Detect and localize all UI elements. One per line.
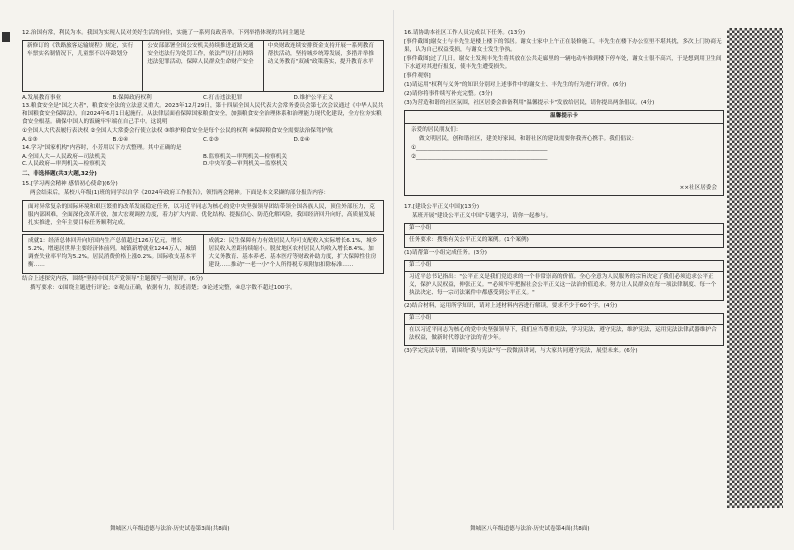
group-3-body: 在以习近平同志为核心的党中央坚强领导下，我们应当尊重宪法，学习宪法，遵守宪法，维护宪法，运用宪法法律武器维护合法权益，做新时代尊法守法的青少年。 (409, 326, 717, 341)
q13-options (22, 137, 384, 145)
q14-stem: 14.学习"国家机构"内容时，小芳用以下方式整理。其中正确的是 (22, 144, 182, 151)
q16-sub-2: (2)请你将事件续写补充完整。(3分) (404, 90, 493, 97)
q17-sub-3: (3)学完宪法专册，请围绕"我与宪法"写一段微演讲词，与大家共同遵守宪法，展望未来。(6分) (404, 347, 638, 354)
q15-stem: 15.[学习两会精神 感悟初心使命](6分) (22, 181, 118, 188)
page-right (404, 30, 724, 357)
group-1-box (404, 223, 724, 248)
option[interactable]: A.发展教育事业 (22, 94, 62, 101)
group-2-body: 习近平总书记指出："公平正义是我们党追求的一个非常崇高的价值。全心全意为人民服务的宗旨决定了我们必须追求公平正义，保护人民权益，伸张正义。""必须牢牢把握社会公平正义这一法治价值追求。努力让人民群众在每一项法律制度、每一个执法决定、每一宗司法案件中都感受到公平正义。" (409, 274, 717, 296)
option[interactable]: B.保障政府权利 (112, 94, 152, 101)
group-3-head: 第三小组 (405, 314, 723, 325)
q16-event-1: [事件截图]谢女士与丰先生是楼上楼下的邻居。谢女士家中上午正在装修施工，丰先生在楼下办公室里不堪其扰，多次上门协商无果，认为自己权益受损，与谢女士发生争执。 (404, 38, 722, 53)
reminder-card (404, 110, 724, 196)
registration-mark (2, 32, 10, 42)
option[interactable]: B.①④ (112, 136, 129, 143)
reminder-card-line-1[interactable]: ①_______________________________________________ (411, 145, 548, 152)
page-left (22, 30, 384, 294)
q12-cell: 新修订的《铁路旅客运输规程》规定，实行车票实名制情况下，儿童票不以年龄划分 (23, 41, 143, 91)
q15-achievements (22, 234, 384, 274)
q15-material: 面对异常复杂的国际环境和艰巨繁重的改革发展稳定任务，以习近平同志为核心的党中央坚强领导团结带领全国各族人民，顶住外部压力，克服内部困难，全面深化改革开放，加大宏观调控力度，着力扩大内需、优化结构、提振信心、防范化解风险，我国经济回升向好，高质量发展扎实推进，全年主要目标任务顺利完成。 (22, 200, 384, 232)
group-2-head: 第二小组 (405, 261, 723, 272)
group-3-box (404, 313, 724, 346)
q16-sub-1: (1)请运用"权利与义务"的知识分别对上述事件中的谢女士、丰先生的行为进行评价。(6分) (404, 81, 627, 88)
reminder-card-title: 温馨提示卡 (405, 111, 723, 124)
reminder-card-greeting: 亲爱的居民朋友们： (411, 127, 462, 134)
option[interactable]: C.打击违法犯罪 (203, 94, 243, 101)
q16-event-3: [事件观察] (404, 72, 431, 79)
q12-table (22, 40, 384, 92)
option[interactable]: C.人民政府—审判机关—检察机关 (22, 161, 106, 168)
q13-items: ①全国人大代表履行表决权 ②全国人大常委会行使立法权 ③维护粮食安全是每个公民的权利 ④保障粮食安全需要法治保驾护航 (22, 127, 333, 134)
q12-stem: 12.治国有常，利民为本。我国为实现人民对美好生活的向往，实施了一系列良政善举。下列举措体现的共同主题是 (22, 30, 305, 36)
option[interactable]: D.中央军委—审判机关—监察机关 (203, 161, 288, 168)
group-1-body: 任务要求：搜集有关公平正义的案例。(1个案例) (409, 237, 529, 244)
option[interactable]: D.②④ (293, 136, 310, 143)
q15-intro: 两会结束后，某校八年级(1)班的同学以自学《2024年政府工作报告》，领悟两会精神。下面是本文采撷的部分报告内容： (30, 190, 330, 197)
footer-left: 舞城区八年级道德与法治·历史试卷第3面(共8面) (110, 526, 230, 532)
reminder-card-signature: ××社区居委会 (679, 184, 717, 191)
q17-sub-2: (2)结合材料，运用所学知识，请对上述材料内容进行解读，要求不少于60个字。(4分) (404, 302, 618, 309)
option[interactable]: A.①③ (22, 136, 38, 143)
option[interactable]: C.②③ (203, 136, 219, 143)
q12-options (22, 95, 384, 103)
group-1-head: 第一小组 (405, 224, 723, 235)
q16-event-2: [事件截图]过了几日，谢女士发现丰先生将其放在公共走廊里的一辆电动车推到楼下停车处，谢女士很不高兴，于是想到用卫生间下水道对其进行报复，使丰先生遭受损失。 (404, 55, 722, 70)
footer-right: 舞城区八年级道德与法治·历史试卷第4面(共8面) (470, 526, 590, 532)
option[interactable]: A.全国人大—人民政府—司法机关 (22, 153, 106, 160)
q13-stem: 13.粮食安全是"国之大者"，粮食安全法的立法意义重大。2023年12月29日，第十四届全国人民代表大会常务委员会第七次会议通过《中华人民共和国粮食安全保障法》，自2024年6月1日起施行。从法律层面看保障国家粮食安全，加强粮食安全治理体系和治理能力现代化建设，全方位夯实粮食安全根基。确保中国人的饭碗牢牢端在自己手中。这说明 (22, 102, 384, 125)
q17-stem: 17.[建设公平正义中国](13分) (404, 204, 480, 211)
reminder-card-line-2[interactable]: ②_______________________________________________ (411, 154, 548, 161)
q12-cell: 公安部部署全国公安机关持续推进道路交通安全违法行为处罚工作，依法严厉打击网络违法犯罪活动，保障人民群众生命财产安全 (143, 41, 263, 91)
section-heading: 二、非选择题(共3大题,32分) (22, 171, 97, 178)
q15-achievement-2: 成就2：民生保障有力有效居民人均可支配收入实际增长6.1%，城乡居民收入差距持续缩小。脱贫地区农村居民人均收入增长8.4%。加大义务教育、基本养老、基本医疗等财政补助力度，扩大保障性住房建设……推动"一老一小"个人所得税专项附加扣除标准…… (208, 238, 378, 268)
option[interactable]: D.维护公平正义 (293, 94, 334, 101)
answer-sheet-code-pattern (727, 28, 783, 508)
q17-sub-1: (1)请帮第一小组完成任务。(3分) (404, 250, 487, 257)
fold-line (393, 10, 394, 530)
option[interactable]: B.监察机关—审判机关—检察机关 (203, 153, 287, 160)
q14-options-row2 (22, 161, 384, 169)
group-2-box (404, 260, 724, 301)
q16-stem: 16.请协助本社区工作人员完成以下任务。(13分) (404, 30, 526, 36)
q12-cell: 中央财政连续安排资金支持开展一系列教育帮扶活动，坚持城乡统筹发展，多措并举推动义务教育"双减"政策落实，提升教育水平 (267, 42, 374, 65)
q15-achievement-1: 成就1：经济总体回升向好国内生产总值超过126万亿元，增长5.2%，增速居世界主要经济体前列。城镇新增就业1244万人，城镇调查失业率平均为5.2%。居民消费价格上涨0.2%。国际收支基本平衡…… (23, 235, 204, 273)
q15-task: 结合上述探究内容，围绕"坚持中国共产党领导"主题撰写一则短评。(6分) (22, 275, 203, 282)
q15-requirements: 撰写要求：①围绕主题进行评论；②观点正确，依据有力，叙述清楚；③论述完整，④总字数不超过100字。 (30, 284, 296, 291)
reminder-card-body: 做文明居民，创和谐社区，建美好家园，和谐社区的建设需要你我齐心携手。我们倡议： (419, 136, 638, 143)
q16-sub-3: (3)为营造和谐的社区氛围，社区居委会准备利用"温馨提示卡"发放给居民，请你提出两条倡议。(4分) (404, 99, 655, 106)
q17-intro: 某班开展"建设公平正义中国"专题学习，请你一起参与。 (412, 213, 552, 220)
